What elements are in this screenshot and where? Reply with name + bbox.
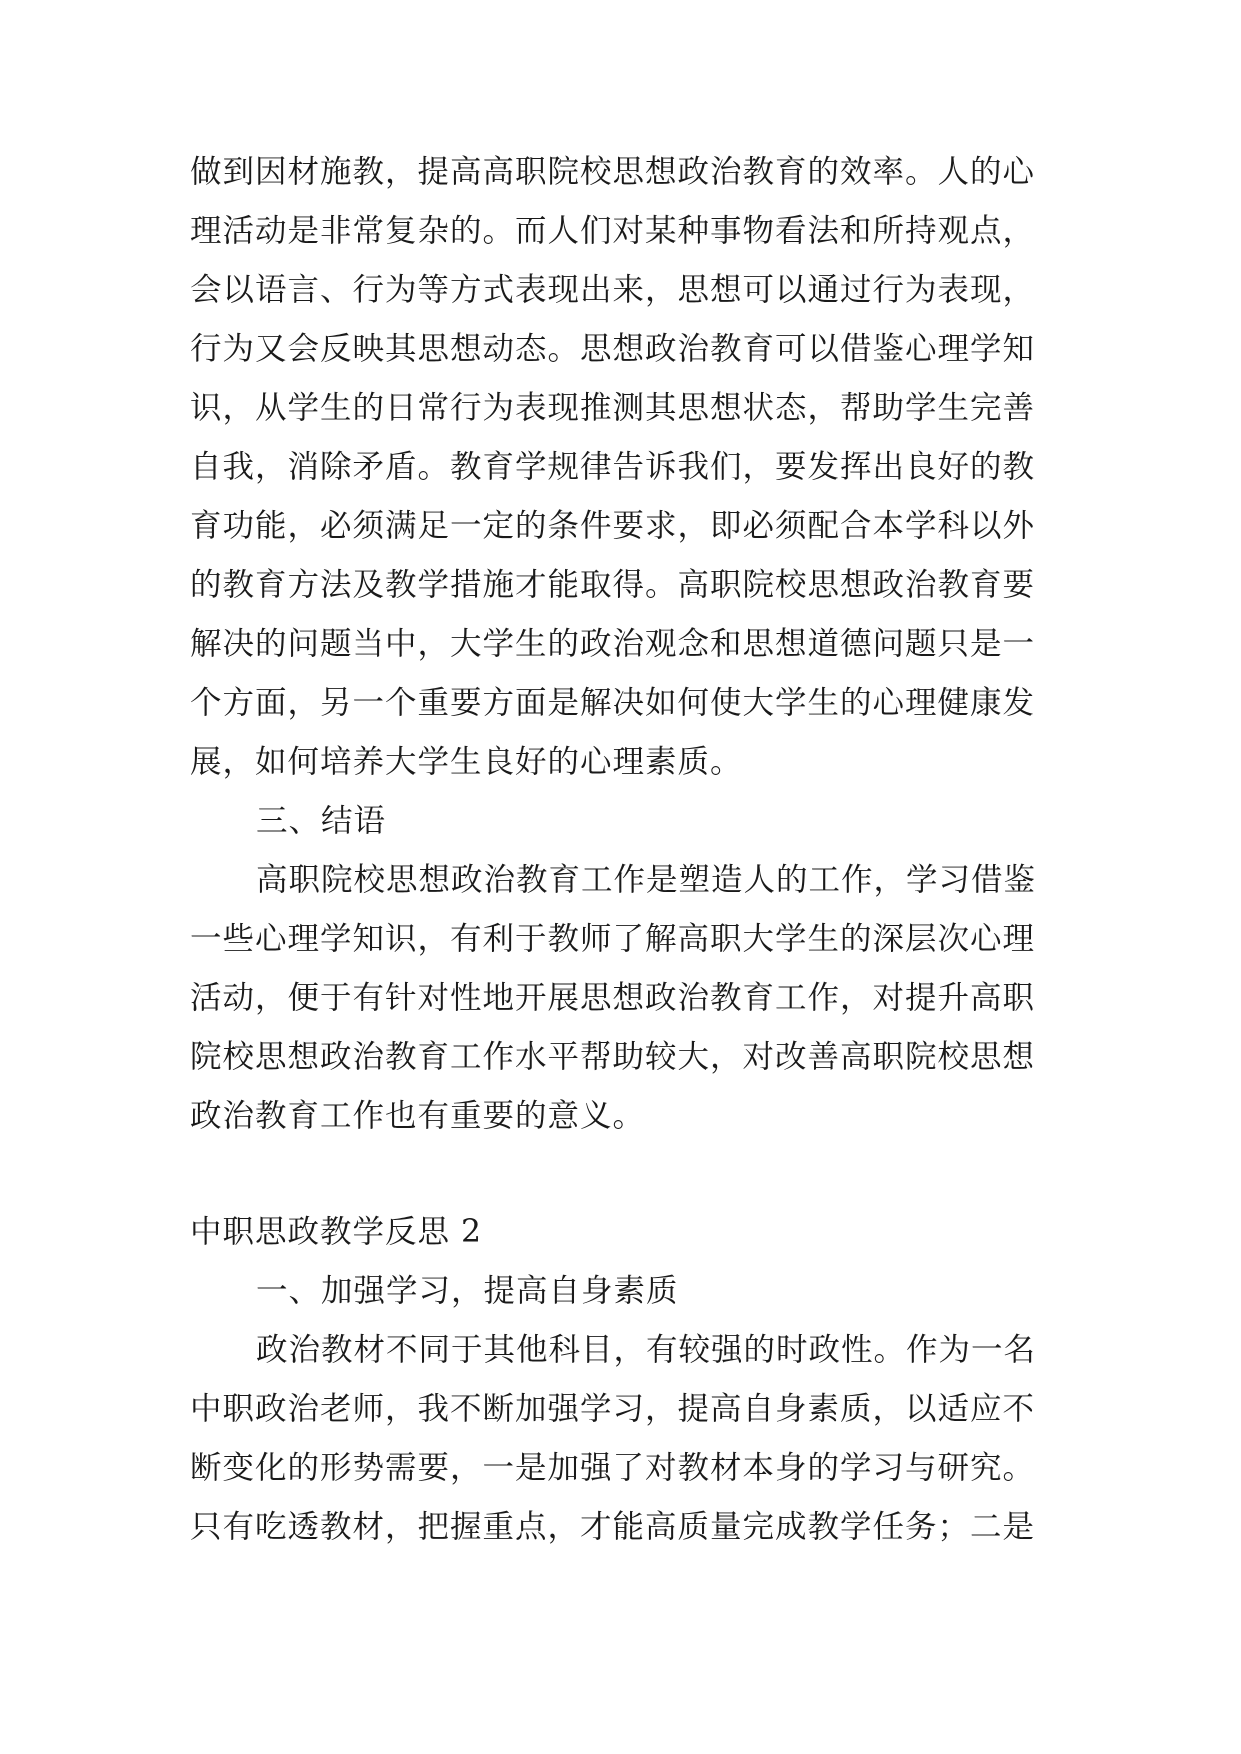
body-text-line: 解决的问题当中，大学生的政治观念和思想道德问题只是一 [190, 626, 1036, 662]
body-text-line: 的教育方法及教学措施才能取得。高职院校思想政治教育要 [190, 567, 1036, 603]
body-text-line: 高职院校思想政治教育工作是塑造人的工作，学习借鉴 [256, 862, 1037, 898]
body-text-line: 只有吃透教材，把握重点，才能高质量完成教学任务；二是 [190, 1509, 1036, 1545]
body-text-line: 政治教材不同于其他科目，有较强的时政性。作为一名 [256, 1332, 1037, 1368]
body-text-line: 自我，消除矛盾。教育学规律告诉我们，要发挥出良好的教 [190, 449, 1036, 485]
section-heading: 一、加强学习，提高自身素质 [256, 1273, 679, 1309]
body-text-line: 育功能，必须满足一定的条件要求，即必须配合本学科以外 [190, 508, 1036, 544]
body-text-line: 活动，便于有针对性地开展思想政治教育工作，对提升高职 [190, 980, 1036, 1016]
body-text-line: 识，从学生的日常行为表现推测其思想状态，帮助学生完善 [190, 390, 1036, 426]
body-text-line: 院校思想政治教育工作水平帮助较大，对改善高职院校思想 [190, 1039, 1036, 1075]
body-text-line: 展，如何培养大学生良好的心理素质。 [190, 744, 743, 780]
body-text-line: 个方面，另一个重要方面是解决如何使大学生的心理健康发 [190, 685, 1036, 721]
body-text-line: 政治教育工作也有重要的意义。 [190, 1098, 646, 1134]
article-title: 中职思政教学反思 2 [190, 1214, 483, 1250]
body-text-line: 断变化的形势需要，一是加强了对教材本身的学习与研究。 [190, 1450, 1036, 1486]
body-text-line: 中职政治老师，我不断加强学习，提高自身素质，以适应不 [190, 1391, 1036, 1427]
body-text-line: 理活动是非常复杂的。而人们对某种事物看法和所持观点， [190, 213, 1036, 249]
body-text-line: 做到因材施教，提高高职院校思想政治教育的效率。人的心 [190, 154, 1036, 190]
body-text-line: 会以语言、行为等方式表现出来，思想可以通过行为表现， [190, 272, 1036, 308]
body-text-line: 一些心理学知识，有利于教师了解高职大学生的深层次心理 [190, 921, 1036, 957]
section-heading: 三、结语 [256, 803, 387, 839]
body-text-line: 行为又会反映其思想动态。思想政治教育可以借鉴心理学知 [190, 331, 1036, 367]
